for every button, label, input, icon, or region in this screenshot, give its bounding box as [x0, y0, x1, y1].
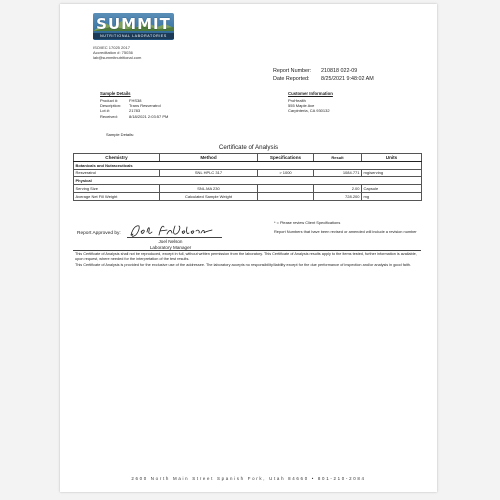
- table-category-row: [74, 161, 422, 169]
- customer-information: [288, 91, 333, 114]
- cell-units: Capsule: [362, 185, 422, 193]
- summit-logo: [93, 13, 174, 40]
- customer-line: ProHealth: [288, 97, 306, 103]
- table-category-row: [74, 177, 422, 185]
- cell-specification: [258, 185, 314, 193]
- cell-chemistry: Serving Size: [74, 185, 160, 193]
- customer-line: 555 Maple Ave: [288, 103, 315, 109]
- sample-value: 21783: [129, 108, 141, 114]
- cell-result: 728.200: [314, 192, 362, 200]
- table-row: [74, 169, 422, 177]
- disclaimer-paragraph: This Certificate of Analysis is provided for the exclusive use of the addressee. The laboratory accepts no responsibility/liability except for the due performance of inspection and/or analysis in good faith.: [75, 263, 411, 267]
- report-meta: [273, 68, 374, 83]
- cell-units: mg: [362, 192, 422, 200]
- date-reported-value: 8/25/2021 9:48:02 AM: [321, 75, 374, 82]
- customer-line: Carpinteria, CA 930132: [288, 108, 330, 114]
- sample-key: Received:: [100, 113, 118, 119]
- category-label: Botanicals and Nutraceuticals: [74, 161, 258, 169]
- sample-key: Description:: [100, 103, 122, 109]
- table-row: [74, 185, 422, 193]
- accreditation-line: Accreditation #: 75036: [93, 50, 133, 56]
- col-header-chemistry: Chemistry: [74, 154, 160, 162]
- cell-chemistry: Average Net Fill Weight: [74, 192, 160, 200]
- col-header-units: Units: [362, 154, 422, 162]
- sample-value: 8/18/2021 2:03:57 PM: [129, 113, 169, 119]
- disclaimer-paragraph: This Certificate of Analysis shall not be reproduced, except in full, without written permission from the laboratory. This Certificate of Analysis results apply to the items tested, further information is available, upon request, where needed for the interpretation of the test results.: [75, 252, 417, 261]
- col-header-specifications: Specifications: [258, 154, 314, 162]
- sample-key: Lot #:: [100, 108, 111, 114]
- footer-address: 2600 North Main Street Spanish Fork, Utah 84660 • 801-210-2084: [131, 476, 366, 481]
- category-label: Physical: [74, 177, 258, 185]
- table-header-row: [74, 154, 422, 162]
- table-row: [74, 192, 422, 200]
- approved-by-label: Report Approved by:: [77, 231, 121, 236]
- note-specifications: * = Please review Client Specifications: [274, 220, 341, 225]
- accreditation-block: [93, 45, 141, 61]
- logo-subtitle: NUTRITIONAL LABORATORIES: [93, 33, 174, 39]
- cell-units: mg/serving: [362, 169, 422, 177]
- sample-details-title: Sample Details: [100, 91, 131, 96]
- disclaimer-block: [75, 252, 420, 269]
- sample-value: FHS38: [129, 97, 142, 103]
- cell-method: SNL HPLC 317: [160, 169, 258, 177]
- cell-specification: > 1000: [258, 169, 314, 177]
- report-number-value: 210818 022-09: [321, 68, 358, 74]
- divider: [73, 250, 421, 251]
- notes-block: [274, 220, 424, 238]
- contact-email[interactable]: lab@summitnutritional.com: [93, 55, 142, 61]
- date-reported-label: Date Reported:: [273, 75, 310, 82]
- col-header-method: Method: [160, 154, 258, 162]
- cell-method: Calculated Sample Weight: [160, 192, 258, 200]
- results-table: [73, 153, 422, 201]
- sample-value: Trans Resveratrol: [129, 103, 161, 109]
- sample-key: Product #:: [100, 97, 119, 103]
- cell-result: 2.00: [314, 185, 362, 193]
- cell-method: SNL.MA 230: [160, 185, 258, 193]
- report-number-label: Report Number:: [273, 68, 312, 74]
- sample-details-label: Sample Details:: [106, 132, 135, 137]
- customer-info-title: Customer Information: [288, 91, 333, 96]
- note-revisions: Report Numbers that have been revised or amended will include a revision number: [274, 229, 417, 234]
- cell-specification: [258, 192, 314, 200]
- signature-line: [127, 237, 222, 238]
- certificate-title: Certificate of Analysis: [218, 144, 279, 151]
- certificate-page: [60, 4, 437, 492]
- accreditation-line: ISO/IEC 17025 2017: [93, 45, 130, 50]
- col-header-result: Result: [314, 154, 362, 162]
- signer-title: Laboratory Manager: [149, 244, 192, 250]
- signer-block: [133, 239, 208, 250]
- cell-result: 1084.771: [314, 169, 362, 177]
- cell-chemistry: Resveratrol: [74, 169, 160, 177]
- sample-details: [100, 91, 168, 119]
- signer-name: Joel Nelson: [158, 239, 183, 244]
- logo-wordmark: SUMMIT: [96, 15, 171, 33]
